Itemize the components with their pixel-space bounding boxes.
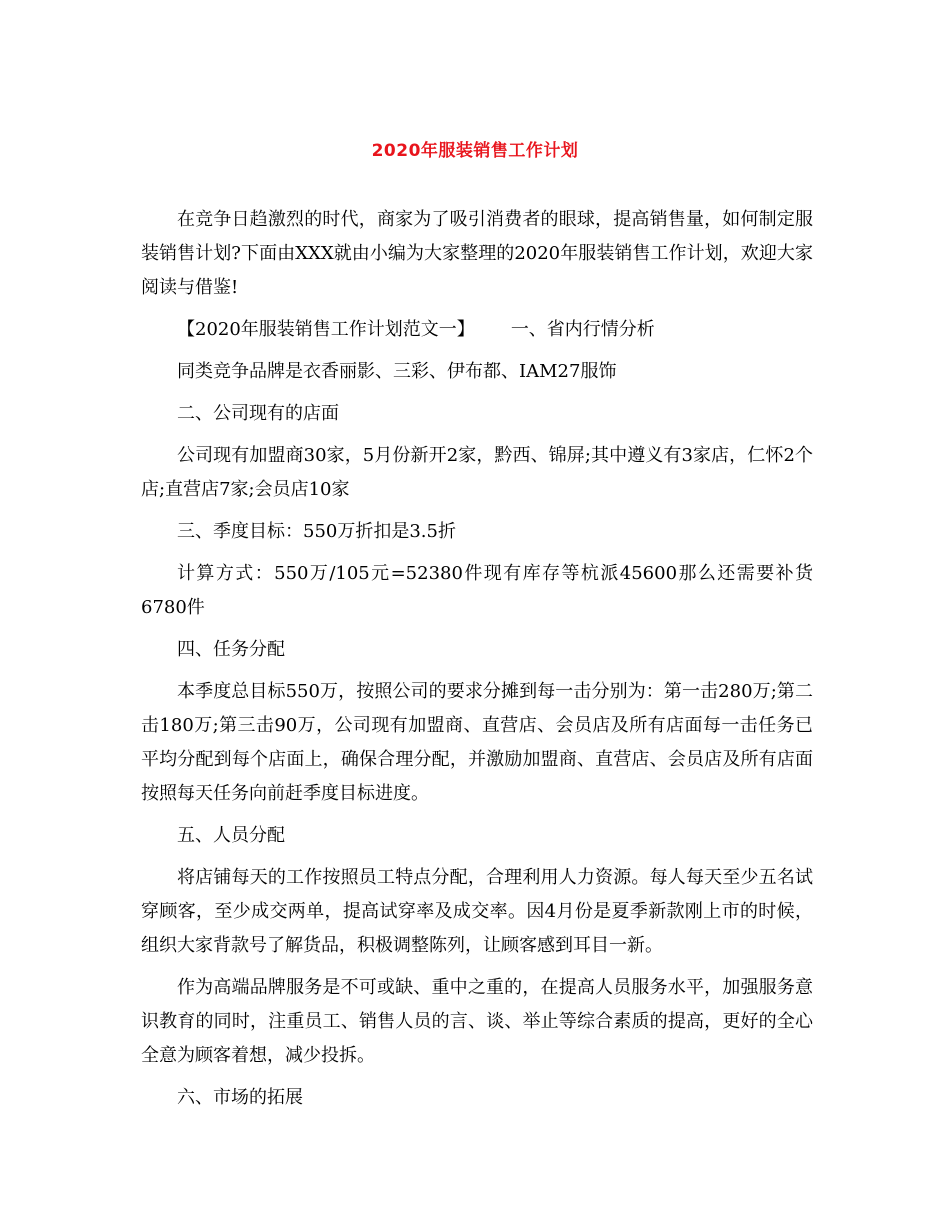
paragraph-stores: 公司现有加盟商30家，5月份新开2家，黔西、锦屏;其中遵义有3家店，仁怀2个店;直营店7家;会员店10家	[141, 445, 813, 500]
section-heading-6: 六、市场的拓展	[177, 1087, 303, 1108]
paragraph-staff-allocation: 将店铺每天的工作按照员工特点分配，合理利用人力资源。每人每天至少五名试穿顾客，至少成交两单，提高试穿率及成交率。因4月份是夏季新款刚上市的时候，组织大家背款号了解货品，积极调整陈列，让顾客感到耳目一新。	[141, 867, 813, 956]
paragraph-service: 作为高端品牌服务是不可或缺、重中之重的，在提高人员服务水平，加强服务意识教育的同时，注重员工、销售人员的言、谈、举止等综合素质的提高，更好的全心全意为顾客着想，减少投拆。	[141, 977, 813, 1066]
section-heading-5: 五、人员分配	[177, 825, 285, 846]
sample-heading: 【2020年服装销售工作计划范文一】	[177, 319, 475, 340]
paragraph-calculation: 计算方式：550万/105元=52380件现有库存等杭派45600那么还需要补货6780件	[141, 563, 813, 618]
section-heading-1: 一、省内行情分析	[510, 319, 655, 340]
document-body	[141, 203, 813, 1123]
document-title: 2020年服装销售工作计划	[371, 141, 579, 161]
intro-paragraph: 在竞争日趋激烈的时代，商家为了吸引消费者的眼球，提高销售量，如何制定服装销售计划?下面由XXX就由小编为大家整理的2020年服装销售工作计划，欢迎大家阅读与借鉴!	[141, 209, 813, 298]
section-heading-3: 三、季度目标：550万折扣是3.5折	[177, 521, 456, 542]
sample-heading-line	[141, 313, 813, 347]
paragraph-competitors: 同类竞争品牌是衣香丽影、三彩、伊布都、IAM27服饰	[177, 361, 617, 382]
section-heading-4: 四、任务分配	[177, 639, 285, 660]
paragraph-task-allocation: 本季度总目标550万，按照公司的要求分摊到每一击分别为：第一击280万;第二击180万;第三击90万，公司现有加盟商、直营店、会员店及所有店面每一击任务已平均分配到每个店面上，确保合理分配，并激励加盟商、直营店、会员店及所有店面按照每天任务向前赶季度目标进度。	[141, 681, 813, 804]
section-heading-2: 二、公司现有的店面	[177, 403, 339, 424]
